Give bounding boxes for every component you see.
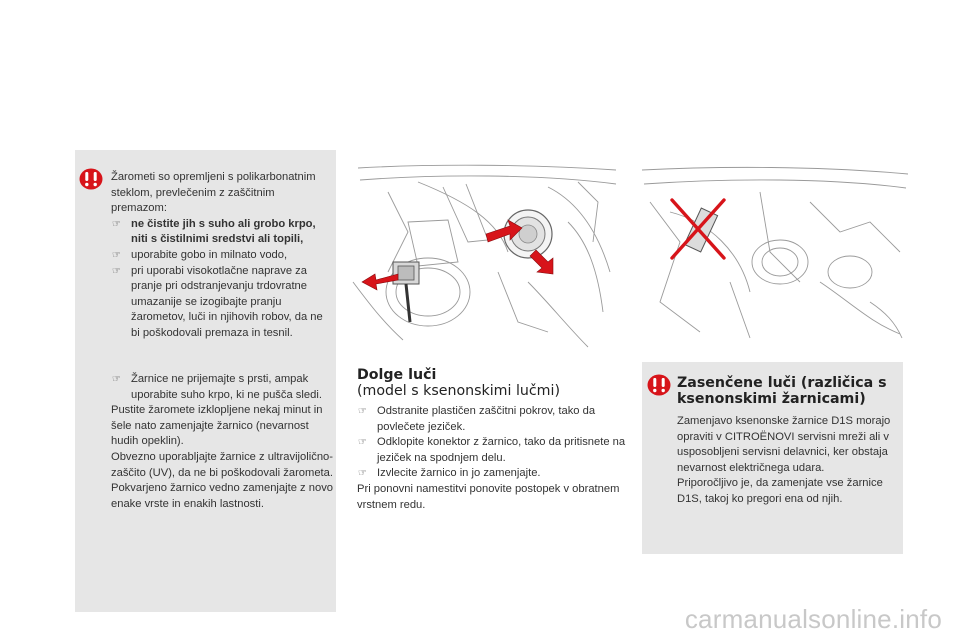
bullet-marker: ☞ bbox=[112, 374, 121, 385]
bullet-marker: ☞ bbox=[358, 406, 367, 417]
step-text: Odstranite plastičen zaščitni pokrov, tako da povlečete jeziček. bbox=[377, 405, 596, 433]
bullet-marker: ☞ bbox=[358, 468, 367, 480]
warning-bullet bbox=[111, 248, 333, 264]
step-item bbox=[357, 435, 627, 466]
step-text: Odklopite konektor z žarnico, tako da pritisnete na jeziček na spodnjem delu. bbox=[377, 436, 626, 464]
bullet-marker: ☞ bbox=[112, 249, 121, 261]
step-item bbox=[357, 466, 627, 482]
warning-bullet bbox=[111, 217, 333, 248]
main-beam-closing: Pri ponovni namestitvi ponovite postopek v obratnem vrstnem redu. bbox=[357, 482, 620, 511]
dipped-beam-text bbox=[677, 414, 899, 508]
step-text: Izvlecite žarnico in jo zamenjajte. bbox=[377, 467, 541, 480]
warning-icon bbox=[647, 374, 671, 396]
main-beam-heading bbox=[357, 367, 627, 399]
watermark: carmanualsonline.info bbox=[684, 604, 942, 634]
warning-bullet-text: uporabite gobo in milnato vodo, bbox=[131, 248, 288, 261]
dipped-beam-title: Zasenčene luči (različica s ksenonskimi žarnicami) bbox=[677, 375, 887, 407]
warning-para: Obvezno uporabljajte žarnice z ultravijolično-zaščito (UV), da ne bi poškodovali žarometa. bbox=[111, 450, 333, 479]
warning-intro: Žarometi so opremljeni s polikarbonatnim steklom, prevlečenim z zaščitnim premazom: bbox=[111, 171, 316, 215]
bullet-marker: ☞ bbox=[112, 218, 121, 230]
main-beam-text bbox=[357, 404, 627, 513]
warning-bulb-handling bbox=[111, 372, 333, 512]
warning-icon bbox=[79, 168, 103, 190]
headlamp-cover-illustration bbox=[348, 162, 618, 352]
dipped-beam-body: Zamenjavo ksenonske žarnice D1S morajo opraviti v CITROËNOVI servisni mreži ali v usposobljeni servisni delavnici, ker obstaja nevarnost električnega udara. bbox=[677, 415, 891, 474]
warning-bullet bbox=[111, 264, 333, 342]
bullet-marker: ☞ bbox=[358, 437, 367, 449]
bullet-marker: ☞ bbox=[112, 265, 121, 277]
main-beam-subtitle: (model s ksenonskimi lučmi) bbox=[357, 383, 560, 399]
warning-para: Pustite žaromete izklopljene nekaj minut in šele nato zamenjajte žarnico (nevarnost hudih opeklin). bbox=[111, 404, 323, 448]
xenon-bulb-illustration bbox=[640, 162, 910, 342]
dipped-beam-advice: Priporočljivo je, da zamenjate vse žarnice D1S, takoj ko pregori ena od njih. bbox=[677, 477, 883, 505]
warning-bullet bbox=[111, 372, 333, 403]
warning-para: Pokvarjeno žarnico vedno zamenjajte z novo enake vrste in enakih lastnosti. bbox=[111, 482, 334, 510]
step-item bbox=[357, 404, 627, 435]
warning-bullet-text: Žarnice ne prijemajte s prsti, ampak uporabite suho krpo, ki ne pušča sledi. bbox=[131, 373, 322, 401]
warning-bullet-text: pri uporabi visokotlačne naprave za pranje pri odstranjevanju trdovratne umazanije se izogibajte pranju žarometov, luči in njihovih robov, da ne bi poškodovali premaza in tesnil. bbox=[131, 264, 323, 339]
warning-text bbox=[111, 170, 333, 342]
main-beam-title: Dolge luči bbox=[357, 367, 437, 383]
warning-bullet-text: ne čistite jih s suho ali grobo krpo, niti s čistilnimi sredstvi ali topili, bbox=[131, 217, 316, 246]
